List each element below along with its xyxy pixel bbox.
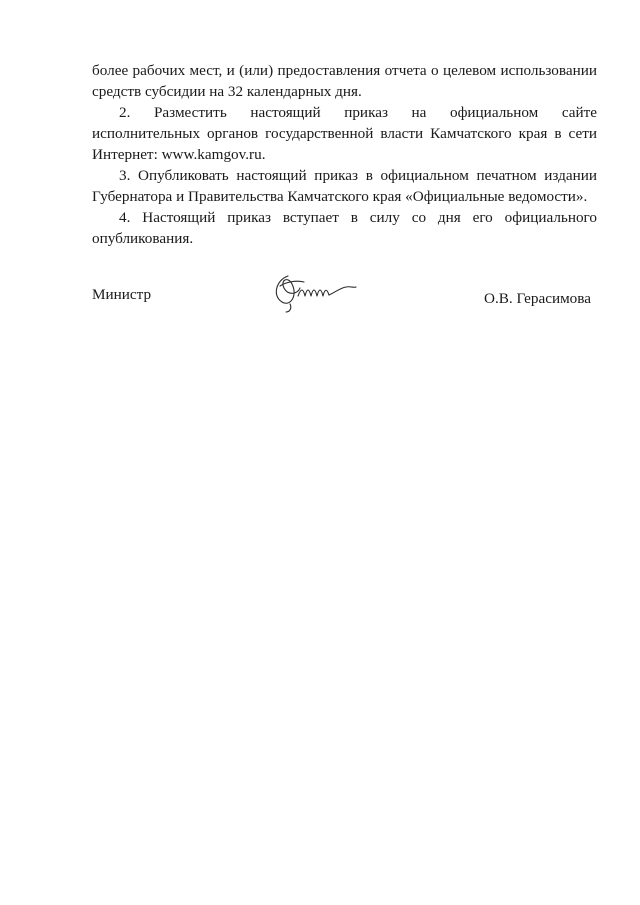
- text-line: опубликования.: [92, 230, 194, 247]
- text-line: более рабочих мест, и (или) предоставления отчета о целевом использовании: [92, 62, 597, 79]
- text-line: 2. Разместить настоящий приказ на официальном сайте: [119, 104, 597, 121]
- paragraph-item-4: [92, 207, 597, 249]
- signature-block: [92, 276, 597, 326]
- paragraph-item-3: [92, 165, 597, 207]
- signer-name: О.В. Герасимова: [484, 290, 591, 307]
- paragraph-item-2: [92, 102, 597, 165]
- text-line: Губернатора и Правительства Камчатского края «Официальные ведомости».: [92, 188, 588, 205]
- text-line: 4. Настоящий приказ вступает в силу со дня его официального: [119, 209, 597, 226]
- handwritten-signature: [268, 266, 358, 316]
- text-line: 3. Опубликовать настоящий приказ в официальном печатном издании: [119, 167, 597, 184]
- text-line: средств субсидии на 32 календарных дня.: [92, 83, 362, 100]
- text-line: исполнительных органов государственной власти Камчатского края в сети: [92, 125, 597, 142]
- paragraph-continuation: [92, 60, 597, 102]
- signer-position: Министр: [92, 286, 152, 303]
- document-body: [92, 60, 597, 249]
- text-line: Интернет: www.kamgov.ru.: [92, 146, 266, 163]
